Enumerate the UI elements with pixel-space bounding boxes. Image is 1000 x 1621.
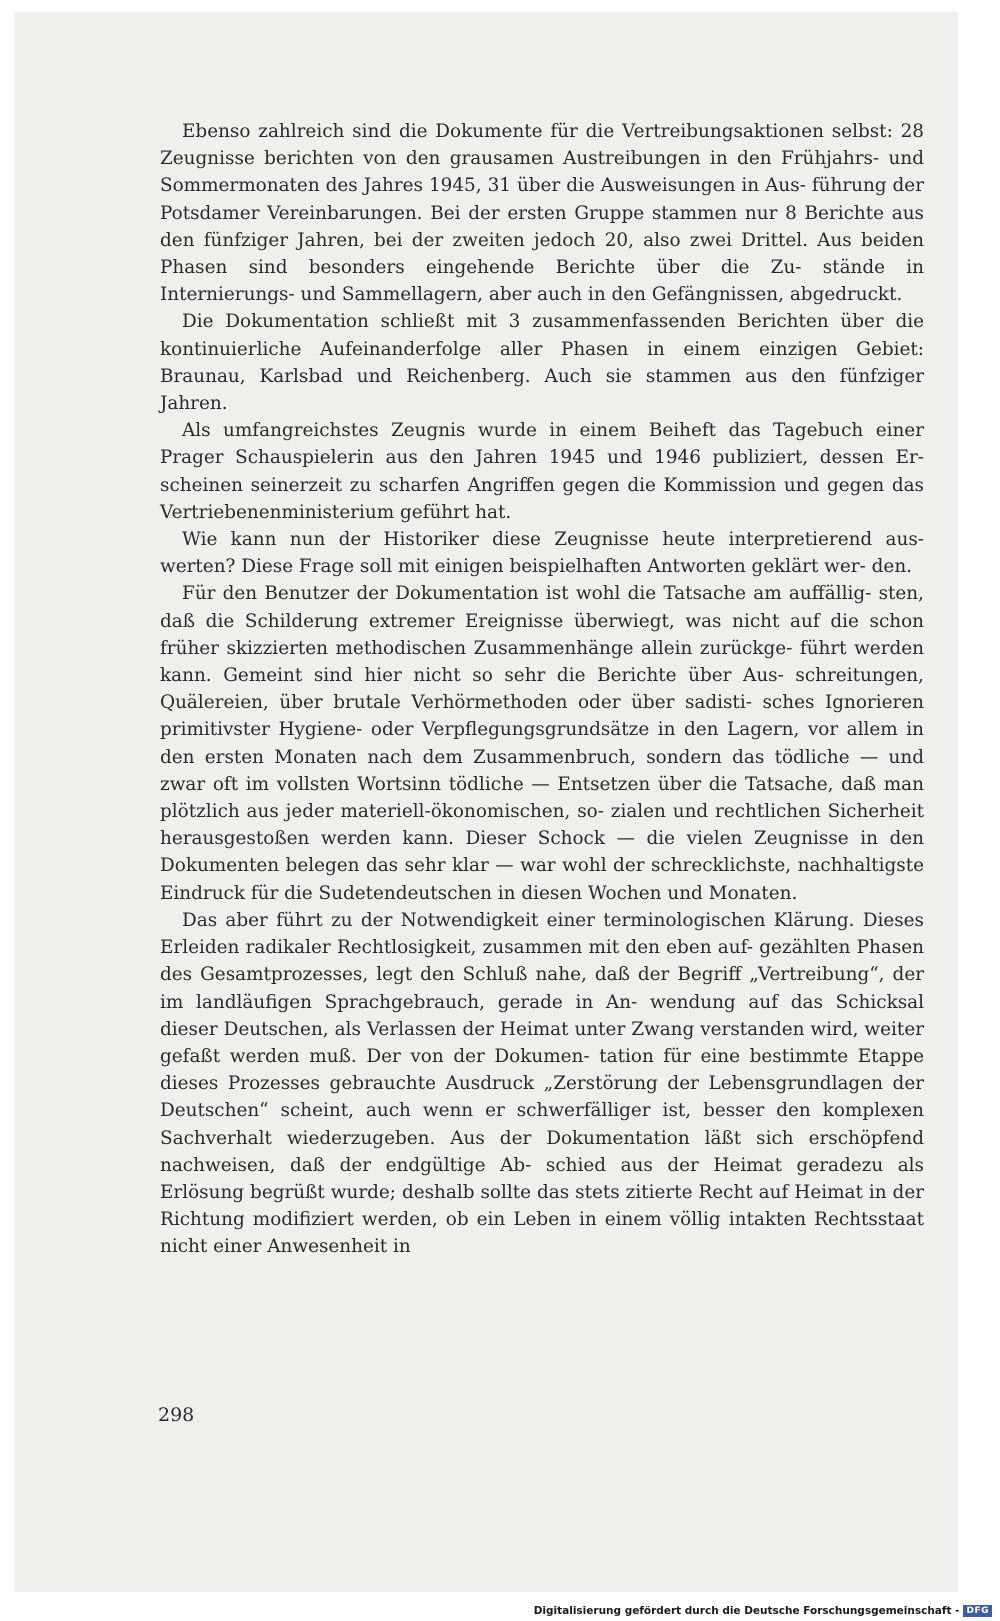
paragraph-4: Wie kann nun der Historiker diese Zeugnisse heute interpretierend aus- werten? Diese Frage soll mit einigen beispielhaften Antworten geklärt wer- den.	[160, 529, 924, 578]
body-text	[160, 118, 924, 1261]
dfg-logo: DFG	[963, 1605, 992, 1617]
paragraph-2: Die Dokumentation schließt mit 3 zusammenfassenden Berichten über die kontinuierliche Aufeinanderfolge aller Phasen in einem einzigen Gebiet: Braunau, Karlsbad und Reichenberg. Auch sie stammen aus den fünfziger Jahren.	[160, 311, 924, 415]
paragraph-6: Das aber führt zu der Notwendigkeit einer terminologischen Klärung. Dieses Erleiden radikaler Rechtlosigkeit, zusammen mit den eben auf- gezählten Phasen des Gesamtprozesses, legt den Schluß nahe, daß der Begriff „Vertreibung“, der im landläufigen Sprachgebrauch, gerade in An- wendung auf das Schicksal dieser Deutschen, als Verlassen der Heimat unter Zwang verstanden wird, weiter gefaßt werden muß. Der von der Dokumen- tation für eine bestimmte Etappe dieses Prozesses gebrauchte Ausdruck „Zerstörung der Lebensgrundlagen der Deutschen“ scheint, auch wenn er schwerfälliger ist, besser den komplexen Sachverhalt wiederzugeben. Aus der Dokumentation läßt sich erschöpfend nachweisen, daß der endgültige Ab- schied aus der Heimat geradezu als Erlösung begrüßt wurde; deshalb sollte das stets zitierte Recht auf Heimat in der Richtung modifiziert werden, ob ein Leben in einem völlig intakten Rechtsstaat nicht einer Anwesenheit in	[160, 909, 924, 1258]
page-number: 298	[158, 1404, 195, 1426]
footer-text: Digitalisierung gefördert durch die Deutsche Forschungsgemeinschaft -	[533, 1605, 960, 1617]
paragraph-3: Als umfangreichstes Zeugnis wurde in einem Beiheft das Tagebuch einer Prager Schauspielerin aus den Jahren 1945 und 1946 publiziert, dessen Er- scheinen seinerzeit zu scharfen Angriffen gegen die Kommission und gegen das Vertriebenenministerium geführt hat.	[160, 420, 924, 523]
paragraph-1: Ebenso zahlreich sind die Dokumente für die Vertreibungsaktionen selbst: 28 Zeugnisse berichten von den grausamen Austreibungen in den Frühjahrs- und Sommermonaten des Jahres 1945, 31 über die Ausweisungen in Aus- führung der Potsdamer Vereinbarungen. Bei der ersten Gruppe stammen nur 8 Berichte aus den fünfziger Jahren, bei der zweiten jedoch 20, also zwei Drittel. Aus beiden Phasen sind besonders eingehende Berichte über die Zu- stände in Internierungs- und Sammellagern, aber auch in den Gefängnissen, abgedruckt.	[160, 121, 924, 306]
digitization-footer	[534, 1605, 992, 1617]
paragraph-5: Für den Benutzer der Dokumentation ist wohl die Tatsache am auffällig- sten, daß die Schilderung extremer Ereignisse überwiegt, was nicht auf die schon früher skizzierten methodischen Zusammenhänge allein zurückge- führt werden kann. Gemeint sind hier nicht so sehr die Berichte über Aus- schreitungen, Quälereien, über brutale Verhörmethoden oder über sadisti- sches Ignorieren primitivster Hygiene- oder Verpflegungsgrundsätze in den Lagern, vor allem in den ersten Monaten nach dem Zusammenbruch, sondern das tödliche — und zwar oft im vollsten Wortsinn tödliche — Entsetzen über die Tatsache, daß man plötzlich aus jeder materiell-ökonomischen, so- zialen und rechtlichen Sicherheit herausgestoßen werden kann. Dieser Schock — die vielen Zeugnisse in den Dokumenten belegen das sehr klar — war wohl der schrecklichste, nachhaltigste Eindruck für die Sudetendeutschen in diesen Wochen und Monaten.	[160, 583, 924, 904]
